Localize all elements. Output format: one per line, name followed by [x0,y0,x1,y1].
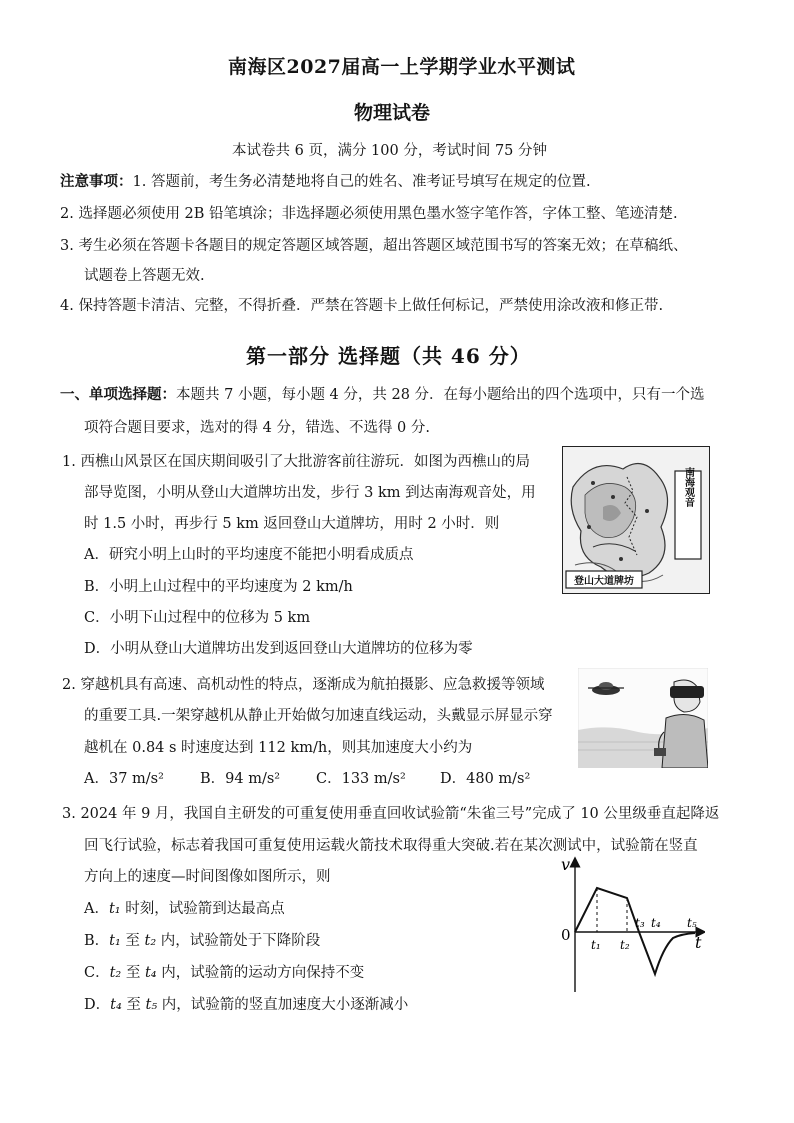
q3-b-var1: t₁ [109,933,121,949]
q3-d-lead: D． [84,997,111,1013]
q3-graph-t4-label: t₄ [651,916,661,930]
q1-option-a: A．研究小明上山时的平均速度不能把小明看成质点 [84,547,414,563]
q3-option-b [84,929,320,950]
q1-map-figure [562,446,710,594]
exam-title: 南海区2027届高一上学期学业水平测试 [228,56,576,78]
part1-instruction-lead: 一、单项选择题： [60,386,176,403]
note-1 [60,170,591,191]
q2-option-b: B．94 m/s² [200,771,281,787]
q3-b-var2: t₂ [144,933,157,949]
q3-graph-t-label: t [695,933,702,952]
q3-c-var2: t₄ [144,965,157,981]
q3-option-a [84,897,285,918]
q3-b-lead: B． [84,933,110,949]
note-2: 2. 选择题必须使用 2B 铅笔填涂；非选择题必须使用黑色墨水签字笔作答，字体工整、笔迹清楚. [60,206,678,222]
q3-c-rest: 内，试验箭的运动方向保持不变 [156,965,365,981]
q3-stem-line2: 回飞行试验，标志着我国可重复使用运载火箭技术取得重大突破.若在某次测试中，试验箭在竖直 [84,838,698,854]
q2-fpv-illustration [578,668,708,768]
q3-d-mid: 至 [121,997,146,1013]
q2-option-c: C．133 m/s² [316,771,406,787]
q3-b-mid: 至 [120,933,145,949]
q3-graph-t2-label: t₂ [620,938,630,952]
note-1-text: 1. 答题前，考生务必清楚地将自己的姓名、准考证号填写在规定的位置. [132,174,591,190]
q2-illustration-drawing [578,668,708,768]
part1-instruction-line1 [60,383,705,404]
q1-map-drawing [563,447,709,593]
q1-stem-line1: 1. 西樵山风景区在国庆期间吸引了大批游客前往游玩．如图为西樵山的局 [62,454,530,470]
q3-option-c [84,961,364,982]
notes-lead: 注意事项： [60,173,133,190]
q3-graph-t1-label: t₁ [591,938,601,952]
q1-stem-line3: 时 1.5 小时，再步行 5 km 返回登山大道牌坊，用时 2 小时．则 [84,516,500,532]
part1-instruction-line2: 项符合题目要求，选对的得 4 分，错选、不选得 0 分. [84,420,430,436]
exam-info: 本试卷共 6 页，满分 100 分，考试时间 75 分钟 [232,143,548,159]
q3-graph-curve [575,888,695,974]
q1-option-d: D．小明从登山大道牌坊出发到返回登山大道牌坊的位移为零 [84,641,473,657]
q1-stem-line2: 部导览图，小明从登山大道牌坊出发，步行 3 km 到达南海观音处，用 [84,485,536,501]
q3-stem-line3: 方向上的速度—时间图像如图所示，则 [84,869,331,885]
q3-option-d [84,993,408,1014]
note-3-line2: 试题卷上答题无效. [84,268,205,284]
q3-vt-graph [555,852,705,1002]
q2-option-a: A．37 m/s² [84,771,164,787]
q1-option-b: B．小明上山过程中的平均速度为 2 km/h [84,579,353,595]
q3-graph-origin-label: 0 [561,926,571,944]
q3-stem-line1: 3. 2024 年 9 月，我国自主研发的可重复使用垂直回收试验箭“朱雀三号”完成了 10 公里级垂直起降返 [62,806,720,822]
q3-a-lead: A． [84,901,109,917]
exam-subject: 物理试卷 [354,102,431,124]
q2-stem-line3: 越机在 0.84 s 时速度达到 112 km/h，则其加速度大小约为 [84,740,473,756]
note-4: 4. 保持答题卡清洁、完整，不得折叠．严禁在答题卡上做任何标记，严禁使用涂改液和修正带. [60,298,664,314]
q3-c-mid: 至 [121,965,145,981]
q2-stem-line1: 2. 穿越机具有高速、高机动性的特点，逐渐成为航拍摄影、应急救援等领域 [62,677,545,693]
q3-d-rest: 内，试验箭的竖直加速度大小逐渐减小 [157,997,409,1013]
q3-a-rest: 时刻，试验箭到达最高点 [120,901,285,917]
note-3-line1: 3. 考生必须在答题卡各题目的规定答题区域答题，超出答题区域范围书写的答案无效；在草稿纸、 [60,238,688,254]
part1-heading: 第一部分 选择题（共 46 分） [246,344,531,368]
q3-c-var1: t₂ [109,965,122,981]
q3-b-rest: 内，试验箭处于下降阶段 [156,933,321,949]
q3-graph-t3-label: t₃ [635,916,645,930]
q1-map-label-bottom: 登山大道牌坊 [574,576,634,587]
q3-a-var: t₁ [108,901,121,917]
q3-c-lead: C． [84,965,110,981]
part1-instruction-text: 本题共 7 小题，每小题 4 分，共 28 分．在每小题给出的四个选项中，只有一个选 [176,387,705,403]
q2-stem-line2: 的重要工具.一架穿越机从静止开始做匀加速直线运动，头戴显示屏显示穿 [84,708,553,724]
q3-graph-v-label: v [561,855,571,874]
q3-d-var1: t₄ [110,997,122,1013]
q3-d-var2: t₅ [145,997,158,1013]
q2-option-d: D．480 m/s² [440,771,531,787]
q3-graph-t5-label: t₅ [687,916,697,930]
q1-option-c: C．小明下山过程中的位移为 5 km [84,610,311,626]
q1-map-label-top: 南海观音 [682,467,694,507]
